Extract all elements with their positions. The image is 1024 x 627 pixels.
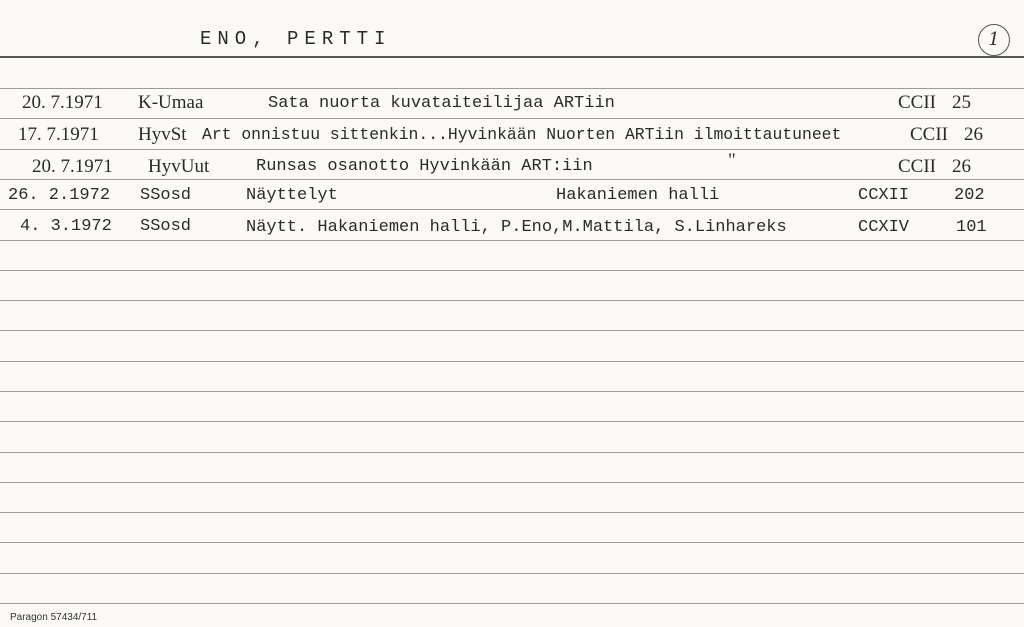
entry-number: 25 <box>952 92 971 113</box>
rule <box>0 421 1024 422</box>
rule <box>0 330 1024 331</box>
entry-title: Näytt. Hakaniemen halli, P.Eno,M.Mattila, S.Linhareks <box>246 218 787 237</box>
rule <box>0 482 1024 483</box>
entry-volume: CCII <box>898 156 936 177</box>
entry-date: 4. 3.1972 <box>20 217 112 236</box>
entry-volume: CCII <box>910 124 948 145</box>
rule <box>0 88 1024 89</box>
entry-source: HyvUut <box>148 156 210 177</box>
rule <box>0 361 1024 362</box>
entry-title: Art onnistuu sittenkin...Hyvinkään Nuorten ARTiin ilmoittautuneet <box>202 125 842 144</box>
entry-volume: CCXII <box>858 186 910 205</box>
rule <box>0 573 1024 574</box>
rule <box>0 542 1024 543</box>
entry-volume: CCXIV <box>858 218 910 237</box>
entry-volume: CCII <box>898 92 936 113</box>
rule <box>0 391 1024 392</box>
entry-source: SSosd <box>140 217 192 236</box>
entry-date: 20. 7.1971 <box>32 156 113 177</box>
entry-source: HyvSt <box>138 124 187 145</box>
entry-date: 26. 2.1972 <box>8 186 111 205</box>
card-footer: Paragon 57434/711 <box>10 612 98 623</box>
rule <box>0 149 1024 150</box>
entry-title: Sata nuorta kuvataiteilijaa ARTiin <box>268 94 615 113</box>
entry-source: SSosd <box>140 186 192 205</box>
entry-number: 26 <box>952 156 971 177</box>
corner-number: 1 <box>978 24 1010 56</box>
ditto-mark: " <box>728 150 736 171</box>
rule <box>0 179 1024 180</box>
entry-number: 101 <box>956 218 987 237</box>
entry-place: Hakaniemen halli <box>556 186 720 205</box>
entry-date: 17. 7.1971 <box>18 124 99 145</box>
card-name: ENO, PERTTI <box>200 28 392 50</box>
entry-title: Näyttelyt <box>246 186 338 205</box>
header-rule <box>0 56 1024 58</box>
entry-source: K-Umaa <box>138 92 204 113</box>
rule <box>0 209 1024 210</box>
rule <box>0 270 1024 271</box>
rule <box>0 240 1024 241</box>
entry-number: 202 <box>954 186 985 205</box>
entry-date: 20. 7.1971 <box>22 92 103 113</box>
entry-title: Runsas osanotto Hyvinkään ART:iin <box>256 157 593 176</box>
rule <box>0 452 1024 453</box>
rule <box>0 118 1024 119</box>
entry-number: 26 <box>964 124 983 145</box>
rule <box>0 300 1024 301</box>
rule <box>0 512 1024 513</box>
rule <box>0 603 1024 604</box>
